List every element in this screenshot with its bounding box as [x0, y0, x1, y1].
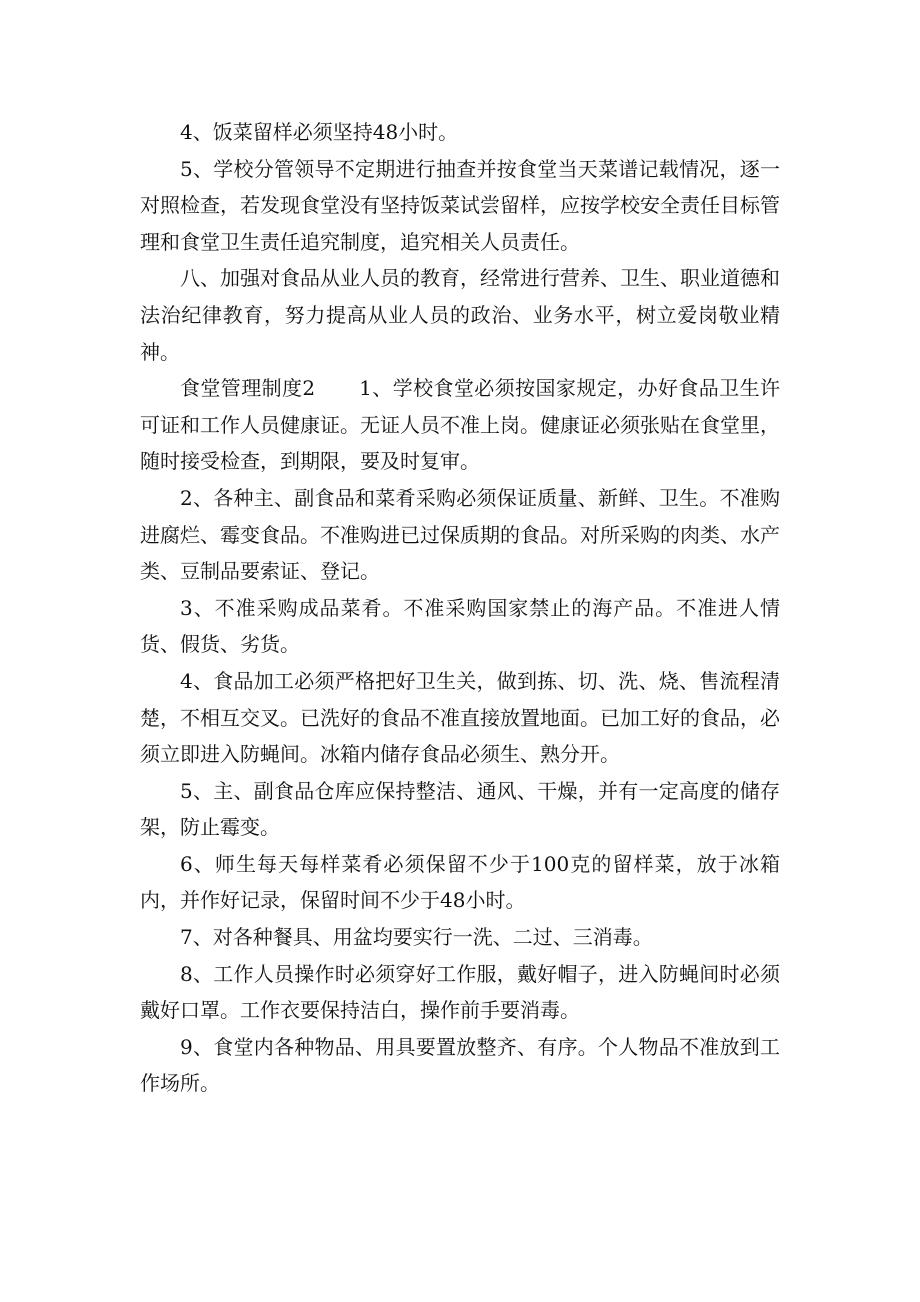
list-item: 6、师生每天每样菜肴必须保留不少于100克的留样菜，放于冰箱内，并作好记录，保留时间不少于48小时。 [140, 851, 780, 913]
section-paragraph [140, 370, 780, 480]
list-item: 9、食堂内各种物品、用具要置放整齐、有序。个人物品不准放到工作场所。 [140, 1034, 780, 1096]
list-item: 8、工作人员操作时必须穿好工作服，戴好帽子，进入防蝇间时必须戴好口罩。工作衣要保持洁白，操作前手要消毒。 [140, 961, 780, 1023]
list-item: 3、不准采购成品菜肴。不准采购国家禁止的海产品。不准进人情货、假货、劣货。 [140, 595, 780, 657]
list-item: 7、对各种餐具、用盆均要实行一洗、二过、三消毒。 [180, 925, 653, 950]
document-body [140, 114, 780, 1102]
paragraph: 八、加强对食品从业人员的教育，经常进行营养、卫生、职业道德和法治纪律教育，努力提高从业人员的政治、业务水平，树立爱岗敬业精神。 [140, 266, 780, 364]
paragraph: 4、饭菜留样必须坚持48小时。 [180, 120, 459, 144]
list-item: 2、各种主、副食品和菜肴采购必须保证质量、新鲜、卫生。不准购进腐烂、霉变食品。不准购进已过保质期的食品。对所采购的肉类、水产类、豆制品要索证、登记。 [140, 485, 780, 584]
list-item: 5、主、副食品仓库应保持整洁、通风、干燥，并有一定高度的储存架，防止霉变。 [140, 778, 780, 840]
section-title: 食堂管理制度2 [180, 376, 316, 401]
list-item: 4、食品加工必须严格把好卫生关，做到拣、切、洗、烧、售流程清楚，不相互交叉。已洗好的食品不准直接放置地面。已加工好的食品，必须立即进入防蝇间。冰箱内储存食品必须生、熟分开。 [140, 668, 780, 767]
section-first-item: 1、学校食堂必须按国家规定，办好食品卫生许可证和工作人员健康证。无证人员不准上岗。健康证必须张贴在食堂里，随时接受检查，到期限，要及时复审。 [140, 376, 780, 474]
paragraph: 5、学校分管领导不定期进行抽查并按食堂当天菜谱记载情况，逐一对照检查，若发现食堂没有坚持饭菜试尝留样，应按学校安全责任目标管理和食堂卫生责任追究制度，追究相关人员责任。 [140, 156, 780, 254]
